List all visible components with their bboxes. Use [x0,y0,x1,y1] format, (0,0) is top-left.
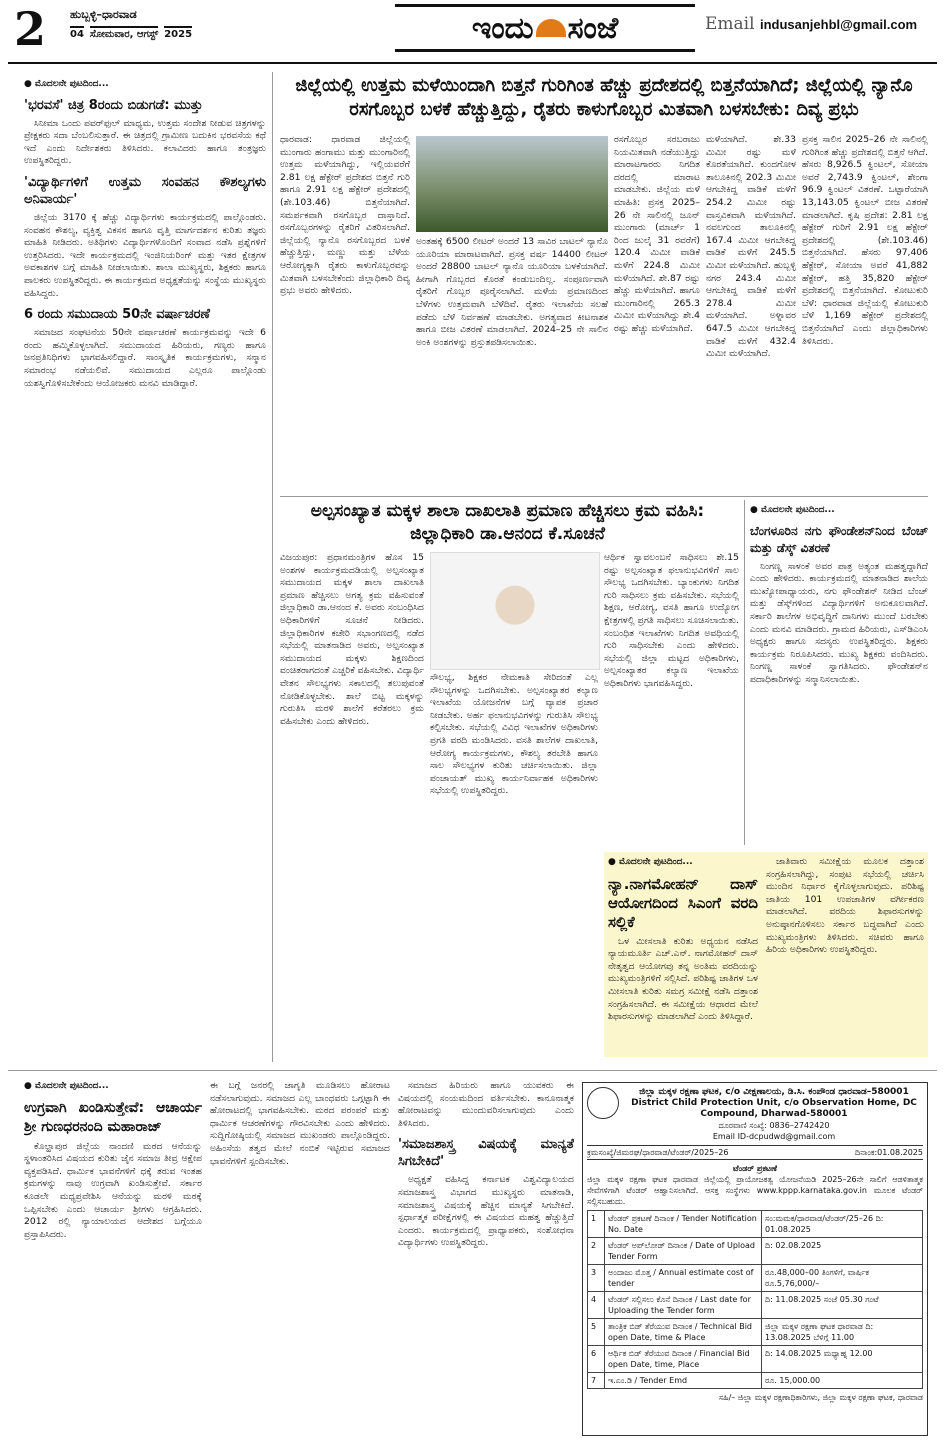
page-number: 2 [14,2,47,56]
sun-icon [536,19,566,37]
section-divider [280,496,928,497]
mid-headline: ಅಲ್ಪಸಂಖ್ಯಾತ ಮಕ್ಕಳ ಶಾಲಾ ದಾಖಲಾತಿ ಪ್ರಮಾಣ ಹೆಚ್ಚಿಸಲು ಕ್ರಮ ವಹಿಸಿ: ಜಿಲ್ಲಾಧಿಕಾರಿ ಡಾ.ಆನಂದ ಕೆ.ಸೂಚನೆ [310,501,705,544]
lead-col-3: ರಸಗೊಬ್ಬರ ಸರಬರಾಜು ನಿಯಮಿತವಾಗಿ ನಡೆಯುತ್ತಿದ್ದು ಮಾರಾಟಗಾರರು ನಿಗದಿತ ದರದಲ್ಲಿ ಮಾರಾಟ ಮಾಡಬೇಕು. ಜಿಲ್ಲೆಯ ಮಳೆ ಮಾಹಿತಿ: ಪ್ರಸಕ್ತ 2025–26 ನೇ ಸಾಲಿನಲ್ಲಿ ಜೂನ್ ಮುಂಗಾರು (ಮಾರ್ಚ್ 1 ರಿಂದ ಜುಲೈ 31 ರವರೆಗೆ) 120.4 ಮಿಮೀ ವಾಡಿಕೆ ಮಳೆಗೆ 224.8 ಮಿಮೀ ಮಳೆಯಾಗಿದೆ. ಶೇ.87 ರಷ್ಟು ಹೆಚ್ಚು ಮಳೆಯಾಗಿದೆ. ಹಾಗೂ ಮುಂಗಾರಿನಲ್ಲಿ 265.3 ಮಿಮೀ ಮಳೆಯಾಗಿದ್ದು ಶೇ.4 ರಷ್ಟು ಹೆಚ್ಚು ಮಳೆಯಾಗಿದೆ. [614,134,700,334]
email-address: indusanjehbl@gmail.com [759,17,918,32]
table-row [588,1292,923,1319]
story-title: 'ಭರವಸೆ' ಚಿತ್ರ 8ರಂದು ಬಿಡುಗಡೆ: ಮುತ್ತು [24,97,203,113]
story-title: 6 ರಂದು ಸಮುದಾಯ 50ನೇ ವರ್ಷಾಚರಣೆ [24,307,210,323]
bottom-story-col-3 [398,1080,574,1435]
tender-cell-no: 7 [588,1373,605,1389]
yellow-story-right [766,856,924,959]
dept-email: Email ID-dcpudwd@gmail.com [712,1132,836,1141]
tender-cell-value: ಸಂ:ಮಮಕ/ಧಾರವಾಡ/ಟೆಂಡರ್/25–26 ದಿ: 01.08.2025 [762,1211,923,1238]
bench-story [750,504,928,844]
left-column [24,78,266,1063]
kicker: ● ಮೊದಲನೇ ಪುಟದಿಂದ... [24,78,266,91]
story-body: ಅಧ್ಯಕ್ಷತೆ ವಹಿಸಿದ್ದ ಕರ್ನಾಟಕ ವಿಶ್ವವಿದ್ಯಾಲಯದ ಸಮಾಜಶಾಸ್ತ್ರ ವಿಭಾಗದ ಮುಖ್ಯಸ್ಥರು ಮಾತನಾಡಿ, ಸಮಾಜಶಾಸ್ತ್ರ ವಿಷಯಕ್ಕೆ ಹೆಚ್ಚಿನ ಮಾನ್ಯತೆ ಸಿಗಬೇಕಿದೆ. ಸ್ಪರ್ಧಾತ್ಮಕ ಪರೀಕ್ಷೆಗಳಲ್ಲಿ ಈ ವಿಷಯದ ಮಹತ್ವ ಹೆಚ್ಚುತ್ತಿದೆ ಎಂದರು. ಕಾರ್ಯಕ್ರಮದಲ್ಲಿ ಪ್ರಾಧ್ಯಾಪಕರು, ಸಂಶೋಧನಾ ವಿದ್ಯಾರ್ಥಿಗಳು ಉಪಸ್ಥಿತರಿದ್ದರು. [398,1174,574,1249]
bottom-story-col-1 [24,1080,202,1435]
column-divider [744,500,745,845]
logo-right: ಸಂಜೆ [567,10,619,46]
lead-col-4: ಮಳೆಯಾಗಿದೆ. ಶೇ.33 ಮಿಮೀ ರಷ್ಟು ಮಳೆ ಕೊರತೆಯಾಗಿದೆ. ಕುಂದಗೋಳ ತಾಲೂಕಿನಲ್ಲಿ 202.3 ಮಿಮೀ ಆಗಬೇಕಿದ್ದ ವಾಡಿಕೆ ಮಳೆಗೆ 254.2 ಮಿಮೀ ರಷ್ಟು ವಾಸ್ತವಿಕವಾಗಿ ಮಳೆಯಾಗಿದೆ. ನವಲಗುಂದ ತಾಲೂಕಿನಲ್ಲಿ 167.4 ಮಿಮೀ ಆಗಬೇಕಿದ್ದ ವಾಡಿಕೆ ಮಳೆಗೆ 245.5 ಮಿಮೀ ಮಳೆಯಾಗಿದೆ. ಹುಬ್ಬಳ್ಳಿ ನಗರ 243.4 ಮಿಮೀ ಆಗಬೇಕಿದ್ದ ವಾಡಿಕೆ ಮಳೆಗೆ 278.4 ಮಿಮೀ ಮಳೆಯಾಗಿದೆ. ಅಳ್ನಾವರ 647.5 ಮಿಮೀ ಆಗಬೇಕಿದ್ದ ವಾಡಿಕೆ ಮಳೆಗೆ 432.4 ಮಿಮೀ ಮಳೆಯಾಗಿದೆ. [706,134,796,360]
story-body: ಕೊಲ್ಹಾಪುರ ಜಿಲ್ಲೆಯ ನಾಂದಣಿ ಮಠದ ಆನೆಯನ್ನು ಸ್ಥಳಾಂತರಿಸಿದ ವಿಷಯದ ಕುರಿತು ಜೈನ ಸಮಾಜ ತೀವ್ರ ಆಕ್ಷೇಪ ವ್ಯಕ್ತಪಡಿಸಿದೆ. ಧಾರ್ಮಿಕ ಭಾವನೆಗಳಿಗೆ ಧಕ್ಕೆ ತರುವ ಇಂತಹ ಕ್ರಮಗಳನ್ನು ನಾವು ಉಗ್ರವಾಗಿ ಖಂಡಿಸುತ್ತೇವೆ. ಸರ್ಕಾರ ಕೂಡಲೇ ಮಧ್ಯಪ್ರವೇಶಿಸಿ ಆನೆಯನ್ನು ಮರಳಿ ಮಠಕ್ಕೆ ಒಪ್ಪಿಸಬೇಕು ಎಂದು ಆಚಾರ್ಯ ಶ್ರೀಗಳು ಆಗ್ರಹಿಸಿದರು. 2012 ರಲ್ಲಿ ನ್ಯಾಯಾಲಯದ ಆದೇಶದ ಬಗ್ಗೆಯೂ ಪ್ರಸ್ತಾಪಿಸಿದರು. [24,1140,202,1240]
table-row [588,1238,923,1265]
tender-cell-no: 3 [588,1265,605,1292]
story-title: ಬೆಂಗಳೂರಿನ ನಗು ಫೌಂಡೇಶನ್‌ನಿಂದ ಬೆಂಚ್ ಮತ್ತು ಡೆಸ್ಕ್ ವಿತರಣೆ [750,523,928,555]
story-title: 'ವಿದ್ಯಾರ್ಥಿಗಳಿಗೆ ಉತ್ತಮ ಸಂವಹನ ಕೌಶಲ್ಯಗಳು ಅನಿವಾರ್ಯ' [24,174,266,207]
tender-cell-label: ಟೆಂಡರ್ ಪ್ರಕಟಣೆ ದಿನಾಂಕ / Tender Notification No. Date [605,1211,762,1238]
tender-ref-row [587,1145,923,1160]
newspaper-logo [395,4,695,52]
tender-table [587,1210,923,1389]
tender-cell-label: ಅಂದಾಜು ಮೊತ್ತ / Annual estimate cost of tender [605,1265,762,1292]
tender-cell-value: ರೂ. 15,000.00 [762,1373,923,1389]
story-body: ಜಾತಿವಾರು ಸಮೀಕ್ಷೆಯ ಮೂಲಕ ದತ್ತಾಂಶ ಸಂಗ್ರಹಿಸಲಾಗಿದ್ದು, ಸಂಪುಟ ಸಭೆಯಲ್ಲಿ ಚರ್ಚಿಸಿ ಮುಂದಿನ ನಿರ್ಧಾರ ಕೈಗೊಳ್ಳಲಾಗುವುದು. ಪರಿಶಿಷ್ಟ ಜಾತಿಯ 101 ಉಪಜಾತಿಗಳ ವರ್ಗೀಕರಣ ಮಾಡಲಾಗಿದೆ. ವರದಿಯ ಶಿಫಾರಸುಗಳನ್ನು ಅನುಷ್ಠಾನಗೊಳಿಸಲು ಸರ್ಕಾರ ಬದ್ಧವಾಗಿದೆ ಎಂದು ಮುಖ್ಯಮಂತ್ರಿಗಳು ತಿಳಿಸಿದರು. ಸಚಿವರು ಹಾಗೂ ಹಿರಿಯ ಅಧಿಕಾರಿಗಳು ಉಪಸ್ಥಿತರಿದ್ದರು. [766,856,924,956]
masthead-email [705,14,917,34]
story-title: ಉಗ್ರವಾಗಿ ಖಂಡಿಸುತ್ತೇವೆ: ಆಚಾರ್ಯ ಶ್ರೀ ಗುಣಧರನಂದಿ ಮಹಾರಾಜ್ [24,1099,202,1135]
kicker: ● ಮೊದಲನೇ ಪುಟದಿಂದ... [750,504,928,517]
date-weekday: ಸೋಮವಾರ, ಆಗಸ್ಟ್ [90,26,158,40]
kicker: ● ಮೊದಲನೇ ಪುಟದಿಂದ... [608,856,758,869]
tender-cell-no: 2 [588,1238,605,1265]
table-row [588,1211,923,1238]
table-row [588,1346,923,1373]
table-row [588,1319,923,1346]
tender-cell-no: 1 [588,1211,605,1238]
story-body: ಸಮಾಜದ ಸಂಘಟನೆಯ 50ನೇ ವರ್ಷಾಚರಣೆ ಕಾರ್ಯಕ್ರಮವನ್ನು ಇದೇ 6 ರಂದು ಹಮ್ಮಿಕೊಳ್ಳಲಾಗಿದೆ. ಸಮುದಾಯದ ಹಿರಿಯರು, ಗಣ್ಯರು ಹಾಗೂ ಜನಪ್ರತಿನಿಧಿಗಳು ಭಾಗವಹಿಸಲಿದ್ದಾರೆ. ಸಾಂಸ್ಕೃತಿಕ ಕಾರ್ಯಕ್ರಮಗಳು, ಸನ್ಮಾನ ಸಮಾರಂಭ ನಡೆಯಲಿವೆ. ಸಮುದಾಯದ ಎಲ್ಲರೂ ಪಾಲ್ಗೊಂಡು ಯಶಸ್ವಿಗೊಳಿಸಬೇಕೆಂದು ಆಯೋಜಕರು ಮನವಿ ಮಾಡಿದ್ದಾರೆ. [24,327,266,389]
tender-cell-label: ತಾಂತ್ರಿಕ ಬಿಡ್ ತೆರೆಯುವ ದಿನಾಂಕ / Technical Bid open Date, time & Place [605,1319,762,1346]
story-body: ಸಿನೀಮಾ ಒಂದು ಪವರ್‌ಫುಲ್‌ ಮಾಧ್ಯಮ, ಉತ್ತಮ ಸಂದೇಶ ನೀಡುವ ಚಿತ್ರಗಳನ್ನು ಪ್ರೇಕ್ಷಕರು ಸದಾ ಬೆಂಬಲಿಸುತ್ತಾರೆ. ಈ ಚಿತ್ರದಲ್ಲಿ ಗ್ರಾಮೀಣ ಬದುಕಿನ ಭರವಸೆಯ ಕಥೆ ಇದೆ ಎಂದು ನಿರ್ದೇಶಕರು ತಿಳಿಸಿದರು. ಕಲಾವಿದರು ಹಾಗೂ ತಂತ್ರಜ್ಞರು ಉಪಸ್ಥಿತರಿದ್ದರು. [24,117,266,167]
tender-signature: ಸಹಿ/– ಜಿಲ್ಲಾ ಮಕ್ಕಳ ರಕ್ಷಣಾಧಿಕಾರಿಗಳು, ಜಿಲ್ಲಾ ಮಕ್ಕಳ ರಕ್ಷಣಾ ಘಟಕ, ಧಾರವಾಡ [718,1393,923,1402]
section-divider [8,1070,937,1071]
mid-col-2: ಸೌಲಭ್ಯ, ಶಿಕ್ಷಕರ ನೇಮಕಾತಿ ಸೇರಿದಂತೆ ಎಲ್ಲ ಸೌಲಭ್ಯಗಳನ್ನು ಒದಗಿಸಬೇಕು. ಅಲ್ಪಸಂಖ್ಯಾತರ ಕಲ್ಯಾಣ ಇಲಾಖೆಯ ಯೋಜನೆಗಳ ಬಗ್ಗೆ ವ್ಯಾಪಕ ಪ್ರಚಾರ ನೀಡಬೇಕು. ಅರ್ಹ ಫಲಾನುಭವಿಗಳನ್ನು ಗುರುತಿಸಿ ಸೌಲಭ್ಯ ಕಲ್ಪಿಸಬೇಕು. ಸಭೆಯಲ್ಲಿ ವಿವಿಧ ಇಲಾಖೆಗಳ ಅಧಿಕಾರಿಗಳು ಪ್ರಗತಿ ವರದಿ ಮಂಡಿಸಿದರು. ವಸತಿ ಶಾಲೆಗಳ ದಾಖಲಾತಿ, ಆರೋಗ್ಯ ಕಾರ್ಯಕ್ರಮಗಳು, ಕೌಶಲ್ಯ ತರಬೇತಿ ಹಾಗೂ ಸಾಲ ಸೌಲಭ್ಯಗಳ ಕುರಿತು ಚರ್ಚಿಸಲಾಯಿತು. ಜಿಲ್ಲಾ ಪಂಚಾಯತ್ ಮುಖ್ಯ ಕಾರ್ಯನಿರ್ವಾಹಕ ಅಧಿಕಾರಿಗಳು ಸಭೆಯಲ್ಲಿ ಉಪಸ್ಥಿತರಿದ್ದರು. [430,672,598,797]
tender-notice [582,1082,928,1436]
tender-cell-label: ಇ.ಎಂ.ಡಿ / Tender Emd [605,1373,762,1389]
farm-visit-photo [416,136,608,232]
story-body: ಸಮಾಜದ ಹಿರಿಯರು ಹಾಗೂ ಯುವಕರು ಈ ವಿಷಯದಲ್ಲಿ ಸಂಯಮದಿಂದ ವರ್ತಿಸಬೇಕು. ಕಾನೂನಾತ್ಮಕ ಹೋರಾಟವನ್ನು ಮುಂದುವರಿಸಲಾಗುವುದು ಎಂದು ತಿಳಿಸಿದರು. [398,1080,574,1129]
mid-col-1: ವಿಜಯಪುರ: ಪ್ರಧಾನಮಂತ್ರಿಗಳ ಹೊಸ 15 ಅಂಶಗಳ ಕಾರ್ಯಕ್ರಮದಡಿಯಲ್ಲಿ ಅಲ್ಪಸಂಖ್ಯಾತ ಸಮುದಾಯದ ಮಕ್ಕಳ ಶಾಲಾ ದಾಖಲಾತಿ ಪ್ರಮಾಣ ಹೆಚ್ಚಿಸಲು ಅಗತ್ಯ ಕ್ರಮ ವಹಿಸುವಂತೆ ಜಿಲ್ಲಾಧಿಕಾರಿ ಡಾ.ಆನಂದ ಕೆ. ಅವರು ಸಂಬಂಧಿಸಿದ ಅಧಿಕಾರಿಗಳಿಗೆ ಸೂಚನೆ ನೀಡಿದರು. ಜಿಲ್ಲಾಧಿಕಾರಿಗಳ ಕಚೇರಿ ಸಭಾಂಗಣದಲ್ಲಿ ನಡೆದ ಸಭೆಯಲ್ಲಿ ಮಾತನಾಡಿದ ಅವರು, ಅಲ್ಪಸಂಖ್ಯಾತ ಸಮುದಾಯದ ಮಕ್ಕಳು ಶಿಕ್ಷಣದಿಂದ ವಂಚಿತರಾಗದಂತೆ ಎಚ್ಚರಿಕೆ ವಹಿಸಬೇಕು. ವಿದ್ಯಾರ್ಥಿ ವೇತನ ಸೌಲಭ್ಯಗಳು ಸಕಾಲದಲ್ಲಿ ತಲುಪುವಂತೆ ನೋಡಿಕೊಳ್ಳಬೇಕು. ಶಾಲೆ ಬಿಟ್ಟ ಮಕ್ಕಳನ್ನು ಗುರುತಿಸಿ ಮರಳಿ ಶಾಲೆಗೆ ಕರೆತರಲು ಕ್ರಮ ವಹಿಸಬೇಕು ಎಂದು ಹೇಳಿದರು. [280,552,424,727]
tender-ref: ಕ್ರಮಸಂಖ್ಯೆ/ಜಿಮರಘ/ಧಾರವಾಡ/ಟೆಂಡರ್/2025–26 [587,1148,729,1157]
yellow-story-box [604,852,928,1057]
tender-header [587,1087,923,1142]
date-day: 04 [70,26,84,40]
tender-cell-value: ರೂ.48,000–00 ತಿಂಗಳಿಗೆ, ವಾರ್ಷಿಕ ರೂ.5,76,000/– [762,1265,923,1292]
story-title: ನ್ಯಾ.ನಾಗಮೋಹನ್ ದಾಸ್ ಆಯೋಗದಿಂದ ಸಿಎಂಗೆ ವರದಿ ಸಲ್ಲಿಕೆ [608,874,758,931]
masthead-rule [8,62,937,64]
officer-photo [430,552,600,670]
table-row [588,1265,923,1292]
kicker: ● ಮೊದಲನೇ ಪುಟದಿಂದ... [24,1080,202,1093]
lead-col-5: ಪ್ರಸಕ್ತ ಸಾಲಿನ 2025–26 ನೇ ಸಾಲಿನಲ್ಲಿ ಗುರಿಗಿಂತ ಹೆಚ್ಚು ಪ್ರದೇಶದಲ್ಲಿ ಬಿತ್ತನೆ ಆಗಿದೆ. ಹೆಸರು 8,926.5 ಕ್ವಿಂಟಲ್, ಸೋಯಾ ಅವರೆ 2,743.9 ಕ್ವಿಂಟಲ್, ಶೇಂಗಾ 96.9 ಕ್ವಿಂಟಲ್ ವಿತರಣೆ. ಒಟ್ಟಾರೆಯಾಗಿ 13,143.05 ಕ್ವಿಂಟಲ್ ಬೀಜ ವಿತರಣೆ ಮಾಡಲಾಗಿದೆ. ಕೃಷಿ ಪ್ರದೇಶ: 2.81 ಲಕ್ಷ ಹೆಕ್ಟೇರ್ ಗುರಿಗೆ 2.91 ಲಕ್ಷ ಹೆಕ್ಟೇರ್ ಪ್ರದೇಶದಲ್ಲಿ (ಶೇ.103.46) ಬಿತ್ತನೆಯಾಗಿದೆ. ಹೆಸರು 97,406 ಹೆಕ್ಟೇರ್, ಸೋಯಾ ಅವರೆ 41,882 ಹೆಕ್ಟೇರ್, ಹತ್ತಿ 35,820 ಹೆಕ್ಟೇರ್ ಪ್ರದೇಶದಲ್ಲಿ ಬಿತ್ತನೆಯಾಗಿದೆ. ಕೋಟುಕುರಿ ಬೆಳೆ: ಧಾರವಾಡ ಜಿಲ್ಲೆಯಲ್ಲಿ ಕೋಟುಕುರಿ ಬೆಳೆ 1,169 ಹೆಕ್ಟೇರ್ ಪ್ರದೇಶದಲ್ಲಿ ಬಿತ್ತನೆಯಾಗಿದೆ ಎಂದು ಜಿಲ್ಲಾಧಿಕಾರಿಗಳು ತಿಳಿಸಿದರು. [802,134,928,347]
tender-cell-label: ಟೆಂಡರ್ ಸಲ್ಲಿಸಲು ಕೊನೆ ದಿನಾಂಕ / Last date for Uploading the Tender form [605,1292,762,1319]
table-row [588,1373,923,1389]
lead-col-2: ಅಂತಹಕ್ಕೆ 6500 ಲೀಟರ್ ಅಂದರೆ 13 ಸಾವಿರ ಬಾಟಲ್ ನ್ಯಾನೊ ಯೂರಿಯಾ ಮಾರಾಟವಾಗಿದೆ. ಪ್ರಸಕ್ತ ವರ್ಷ 14400 ಲೀಟರ್ ಅಂದರೆ 28800 ಬಾಟಲ್ ನ್ಯಾನೊ ಯೂರಿಯಾ ಬಳಕೆಯಾಗಿದೆ. ಹೀಗಾಗಿ ಗೊಬ್ಬರದ ಕೊರತೆ ಕಂಡುಬಂದಿಲ್ಲ. ಸಂಪೂರ್ಣವಾಗಿ ರೈತರಿಗೆ ಗೊಬ್ಬರ ಪೂರೈಸಲಾಗಿದೆ. ಮಳೆಯ ಪ್ರಮಾಣದಿಂದ ಬೆಳೆಗಳು ಉತ್ತಮವಾಗಿ ಬೆಳೆದಿವೆ. ರೈತರು ಇಲಾಖೆಯ ಸಲಹೆ ಪಡೆದು ಬೆಳೆ ನಿರ್ವಹಣೆ ಮಾಡಬೇಕು. ಅಗತ್ಯವಾದ ಕೀಟನಾಶಕ ಹಾಗೂ ಬೀಜ ವಿತರಣೆ ಮಾಡಲಾಗಿದೆ. 2024–25 ನೇ ಸಾಲಿನ ಅಂಕಿ ಅಂಶಗಳನ್ನು ಪ್ರಸ್ತುತಪಡಿಸಲಾಯಿತು. [416,236,608,348]
tender-cell-no: 4 [588,1292,605,1319]
tender-title: ಟೆಂಡರ್ ಪ್ರಕಟಣೆ [733,1164,777,1173]
tender-body: ಜಿಲ್ಲಾ ಮಕ್ಕಳ ರಕ್ಷಣಾ ಘಟಕ ಧಾರವಾಡ ಜಿಲ್ಲೆಯಲ್ಲಿ ಪ್ರಾಯೋಜಕತ್ವ ಯೋಜನೆಯಡಿ 2025–26ನೇ ಸಾಲಿಗೆ ಆಡಳಿತಾತ್ಮಕ ಸೇವೆಗಳಿಗಾಗಿ ಟೆಂಡರ್ ಆಹ್ವಾನಿಸಲಾಗಿದೆ. ಆಸಕ್ತ ಸಂಸ್ಥೆಗಳು www.kppp.karnataka.gov.in ಮೂಲಕ ಟೆಂಡರ್ ಸಲ್ಲಿಸಬಹುದು. [587,1175,923,1206]
issue-date [70,26,192,40]
lead-col-1: ಧಾರವಾಡ: ಧಾರವಾಡ ಜಿಲ್ಲೆಯಲ್ಲಿ ಮುಂಗಾರು ಹಂಗಾಮು ಮತ್ತು ಮುಂಗಾರಿನಲ್ಲಿ ಉತ್ತಮ ಮಳೆಯಾಗಿದ್ದು, ಇಲ್ಲಿಯವರೆಗೆ 2.81 ಲಕ್ಷ ಹೆಕ್ಟೇರ್ ಪ್ರದೇಶದ ಬಿತ್ತನೆ ಗುರಿ ಹಾಗೂ 2.91 ಲಕ್ಷ ಹೆಕ್ಟೇರ್ ಪ್ರದೇಶದಲ್ಲಿ (ಶೇ.103.46) ಬಿತ್ತನೆಯಾಗಿದೆ. ಸಮರ್ಪಕವಾಗಿ ರಸಗೊಬ್ಬರ ದಾಸ್ತಾನಿದೆ. ರಸಗೊಬ್ಬರಗಳನ್ನು ರೈತರಿಗೆ ವಿತರಿಸಲಾಗಿದೆ. ಜಿಲ್ಲೆಯಲ್ಲಿ ನ್ಯಾನೊ ರಸಗೊಬ್ಬರದ ಬಳಕೆ ಹೆಚ್ಚುತ್ತಿದ್ದು, ಮಣ್ಣು ಮತ್ತು ಬೆಳೆಯ ಆರೋಗ್ಯಕ್ಕಾಗಿ ರೈತರು ಕಾಳುಗೊಬ್ಬರವನ್ನು ಮಿತವಾಗಿ ಬಳಸಬೇಕೆಂದು ಜಿಲ್ಲಾಧಿಕಾರಿ ದಿವ್ಯ ಪ್ರಭು ಅವರು ಹೇಳಿದರು. [280,134,410,297]
logo-left: ಇಂದು [471,10,534,46]
story-title: 'ಸಮಾಜಶಾಸ್ತ್ರ ವಿಷಯಕ್ಕೆ ಮಾನ್ಯತೆ ಸಿಗಬೇಕಿದೆ' [398,1137,574,1170]
tender-date: ದಿನಾಂಕ:01.08.2025 [854,1148,923,1157]
bottom-story-col-2: ಈ ಬಗ್ಗೆ ಜನರಲ್ಲಿ ಜಾಗೃತಿ ಮೂಡಿಸಲು ಹೋರಾಟ ನಡೆಸಲಾಗುವುದು. ಸಮಾಜದ ಎಲ್ಲ ಬಾಂಧವರು ಒಗ್ಗಟ್ಟಾಗಿ ಈ ಹೋರಾಟದಲ್ಲಿ ಭಾಗವಹಿಸಬೇಕು. ಮಠದ ಪರಂಪರೆ ಮತ್ತು ಧಾರ್ಮಿಕ ಆಚರಣೆಗಳನ್ನು ಗೌರವಿಸಬೇಕು ಎಂದು ಹೇಳಿದರು. ಸುದ್ದಿಗೋಷ್ಠಿಯಲ್ಲಿ ಸಮಾಜದ ಮುಖಂಡರು ಪಾಲ್ಗೊಂಡಿದ್ದರು. ಅಹಿಂಸೆಯ ತತ್ವದ ಮೇಲೆ ನಂಬಿಕೆ ಇಟ್ಟಿರುವ ಸಮಾಜದ ಭಾವನೆಗಳಿಗೆ ಸ್ಪಂದಿಸಬೇಕು. [210,1080,390,1167]
dept-kannada: ಜಿಲ್ಲಾ ಮಕ್ಕಳ ರಕ್ಷಣಾ ಘಟಕ, c/o ವೀಕ್ಷಣಾಲಯ, ಡಿ.ಸಿ. ಕಂಪೌಂಡ ಧಾರವಾಡ–580001 [639,1087,909,1097]
mid-col-3: ಆರ್ಥಿಕ ಸ್ವಾವಲಂಬನೆ ಸಾಧಿಸಲು ಶೇ.15 ರಷ್ಟು ಅಲ್ಪಸಂಖ್ಯಾತ ಫಲಾನುಭವಿಗಳಿಗೆ ಸಾಲ ಸೌಲಭ್ಯ ಒದಗಿಸಬೇಕು. ಬ್ಯಾಂಕುಗಳು ನಿಗದಿತ ಗುರಿ ಸಾಧಿಸಲು ಕ್ರಮ ವಹಿಸಬೇಕು. ಸಭೆಯಲ್ಲಿ ಶಿಕ್ಷಣ, ಆರೋಗ್ಯ, ವಸತಿ ಹಾಗೂ ಉದ್ಯೋಗ ಕ್ಷೇತ್ರಗಳಲ್ಲಿ ಪ್ರಗತಿ ಸಾಧಿಸಲು ಸೂಚಿಸಲಾಯಿತು. ಸಂಬಂಧಿತ ಇಲಾಖೆಗಳು ನಿಗದಿತ ಅವಧಿಯಲ್ಲಿ ಗುರಿ ಸಾಧಿಸಬೇಕು ಎಂದು ಹೇಳಿದರು. ಸಭೆಯಲ್ಲಿ ಜಿಲ್ಲಾ ಮಟ್ಟದ ಅಧಿಕಾರಿಗಳು, ಅಲ್ಪಸಂಖ್ಯಾತರ ಕಲ್ಯಾಣ ಇಲಾಖೆಯ ಅಧಿಕಾರಿಗಳು ಭಾಗವಹಿಸಿದ್ದರು. [604,552,739,689]
tender-cell-value: ದಿ: 02.08.2025 [762,1238,923,1265]
dept-english: District Child Protection Unit, c/o Observation Home, DC Compound, Dharwad-580001 [631,1098,917,1119]
dept-phone: ದೂರವಾಣಿ ಸಂಖ್ಯೆ: 0836–2742420 [718,1121,830,1130]
story-body: ನಿಂಗಣ್ಣ ಸಾಳಂಕೆ ಅವರ ಪಾತ್ರ ಅತ್ಯಂತ ಮಹತ್ವದ್ದಾಗಿದೆ ಎಂದು ಹೇಳಿದರು. ಕಾರ್ಯಕ್ರಮದಲ್ಲಿ ಮಾತನಾಡಿದ ಶಾಲೆಯ ಮುಖ್ಯೋಪಾಧ್ಯಾಯರು, ನಗು ಫೌಂಡೇಶನ್ ನೀಡಿದ ಬೆಂಚ್ ಮತ್ತು ಡೆಸ್ಕ್‌ಗಳಿಂದ ವಿದ್ಯಾರ್ಥಿಗಳಿಗೆ ಅನುಕೂಲವಾಗಿದೆ. ಸರ್ಕಾರಿ ಶಾಲೆಗಳ ಅಭಿವೃದ್ಧಿಗೆ ದಾನಿಗಳು ಮುಂದೆ ಬರಬೇಕು ಎಂದು ಮನವಿ ಮಾಡಿದರು. ಗ್ರಾಮದ ಹಿರಿಯರು, ಎಸ್‌ಡಿಎಂಸಿ ಅಧ್ಯಕ್ಷರು ಹಾಗೂ ಸದಸ್ಯರು ಉಪಸ್ಥಿತರಿದ್ದರು. ಶಿಕ್ಷಕರು ಕಾರ್ಯಕ್ರಮ ನಿರೂಪಿಸಿದರು. ಮುಖ್ಯ ಶಿಕ್ಷಕರು ವಂದಿಸಿದರು. ನಿಂಗಣ್ಣ ಸಾಳಂಕೆ ಸ್ವಾಗತಿಸಿದರು. ಫೌಂಡೇಶನ್‌ನ ಪದಾಧಿಕಾರಿಗಳನ್ನು ಸನ್ಮಾನಿಸಲಾಯಿತು. [750,560,928,685]
emblem-icon [587,1087,619,1119]
tender-cell-value: ದಿ: 14.08.2025 ಮಧ್ಯಾಹ್ನ 12.00 [762,1346,923,1373]
story-body: ಜಿಲ್ಲೆಯ 3170 ಕ್ಕೆ ಹೆಚ್ಚು ವಿದ್ಯಾರ್ಥಿಗಳು ಕಾರ್ಯಕ್ರಮದಲ್ಲಿ ಪಾಲ್ಗೊಂಡರು. ಸಂವಹನ ಕೌಶಲ್ಯ, ವ್ಯಕ್ತಿತ್ವ ವಿಕಸನ ಹಾಗೂ ವೃತ್ತಿ ಮಾರ್ಗದರ್ಶನ ಕುರಿತು ತಜ್ಞರು ಮಾಹಿತಿ ನೀಡಿದರು. ಅತಿಥಿಗಳು ವಿದ್ಯಾರ್ಥಿಗಳೊಂದಿಗೆ ಸಂವಾದ ನಡೆಸಿ ಪ್ರಶ್ನೆಗಳಿಗೆ ಉತ್ತರಿಸಿದರು. ಇದೇ ಕಾರ್ಯಕ್ರಮದಲ್ಲಿ ಇಂಜಿನಿಯರಿಂಗ್ ಮತ್ತು ಇತರ ಕ್ಷೇತ್ರಗಳ ಅವಕಾಶಗಳ ಬಗ್ಗೆ ಮಾಹಿತಿ ನೀಡಲಾಯಿತು. ಶಾಲಾ ಮುಖ್ಯಸ್ಥರು, ಶಿಕ್ಷಕರು ಹಾಗೂ ಪಾಲಕರು ಉಪಸ್ಥಿತರಿದ್ದರು. ಈ ಕಾರ್ಯಕ್ರಮದ ಅಧ್ಯಕ್ಷತೆಯನ್ನು ಸಂಸ್ಥೆಯ ಮುಖ್ಯಸ್ಥರು ವಹಿಸಿದ್ದರು. [24,211,266,299]
tender-cell-no: 6 [588,1346,605,1373]
tender-cell-label: ಟೆಂಡರ್ ಅಪ್‌ಲೋಡ್ ದಿನಾಂಕ / Date of Upload Tender Form [605,1238,762,1265]
column-divider [272,72,273,1062]
story-body: ಒಳ ಮೀಸಲಾತಿ ಕುರಿತು ಅಧ್ಯಯನ ನಡೆಸಿದ ನ್ಯಾಯಮೂರ್ತಿ ಎಚ್.ಎನ್. ನಾಗಮೋಹನ್ ದಾಸ್ ನೇತೃತ್ವದ ಆಯೋಗವು ತನ್ನ ಅಂತಿಮ ವರದಿಯನ್ನು ಮುಖ್ಯಮಂತ್ರಿಗಳಿಗೆ ಸಲ್ಲಿಸಿದೆ. ಪರಿಶಿಷ್ಟ ಜಾತಿಗಳ ಒಳ ಮೀಸಲಾತಿ ಕುರಿತು ಸಮಗ್ರ ಸಮೀಕ್ಷೆ ನಡೆಸಿ ದತ್ತಾಂಶ ಸಂಗ್ರಹಿಸಲಾಗಿದೆ. ಈ ಸಮೀಕ್ಷೆಯ ಆಧಾರದ ಮೇಲೆ ಶಿಫಾರಸುಗಳನ್ನು ಮಾಡಲಾಗಿದೆ ಎಂದು ತಿಳಿಸಿದ್ದಾರೆ. [608,935,758,1023]
tender-dept [625,1087,923,1142]
edition-city: ಹುಬ್ಬಳ್ಳಿ–ಧಾರವಾಡ [70,8,137,21]
email-label: Email [705,14,755,34]
tender-cell-value: ಜಿಲ್ಲಾ ಮಕ್ಕಳ ರಕ್ಷಣಾ ಘಟಕ ಧಾರವಾಡ ದಿ: 13.08.2025 ಬೆಳಿಗ್ಗೆ 11.00 [762,1319,923,1346]
date-year: 2025 [164,26,192,40]
tender-cell-label: ಆರ್ಥಿಕ ಬಿಡ್ ತೆರೆಯುವ ದಿನಾಂಕ / Financial Bid open Date, time, Place [605,1346,762,1373]
tender-cell-no: 5 [588,1319,605,1346]
lead-headline: ಜಿಲ್ಲೆಯಲ್ಲಿ ಉತ್ತಮ ಮಳೆಯಿಂದಾಗಿ ಬಿತ್ತನೆ ಗುರಿಗಿಂತ ಹೆಚ್ಚು ಪ್ರದೇಶದಲ್ಲಿ ಬಿತ್ತನೆಯಾಗಿದೆ; ಜಿಲ್ಲೆಯಲ್ಲಿ ನ್ಯಾನೊ ರಸಗೊಬ್ಬರ ಬಳಕೆ ಹೆಚ್ಚುತ್ತಿದ್ದು, ರೈತರು ಕಾಳುಗೊಬ್ಬರ ಮಿತವಾಗಿ ಬಳಸಬೇಕು: ದಿವ್ಯ ಪ್ರಭು [295,75,913,120]
yellow-story-left [608,856,758,1026]
tender-cell-value: ದಿ: 11.08.2025 ಸಂಜೆ 05.30 ಗಂಟೆ [762,1292,923,1319]
